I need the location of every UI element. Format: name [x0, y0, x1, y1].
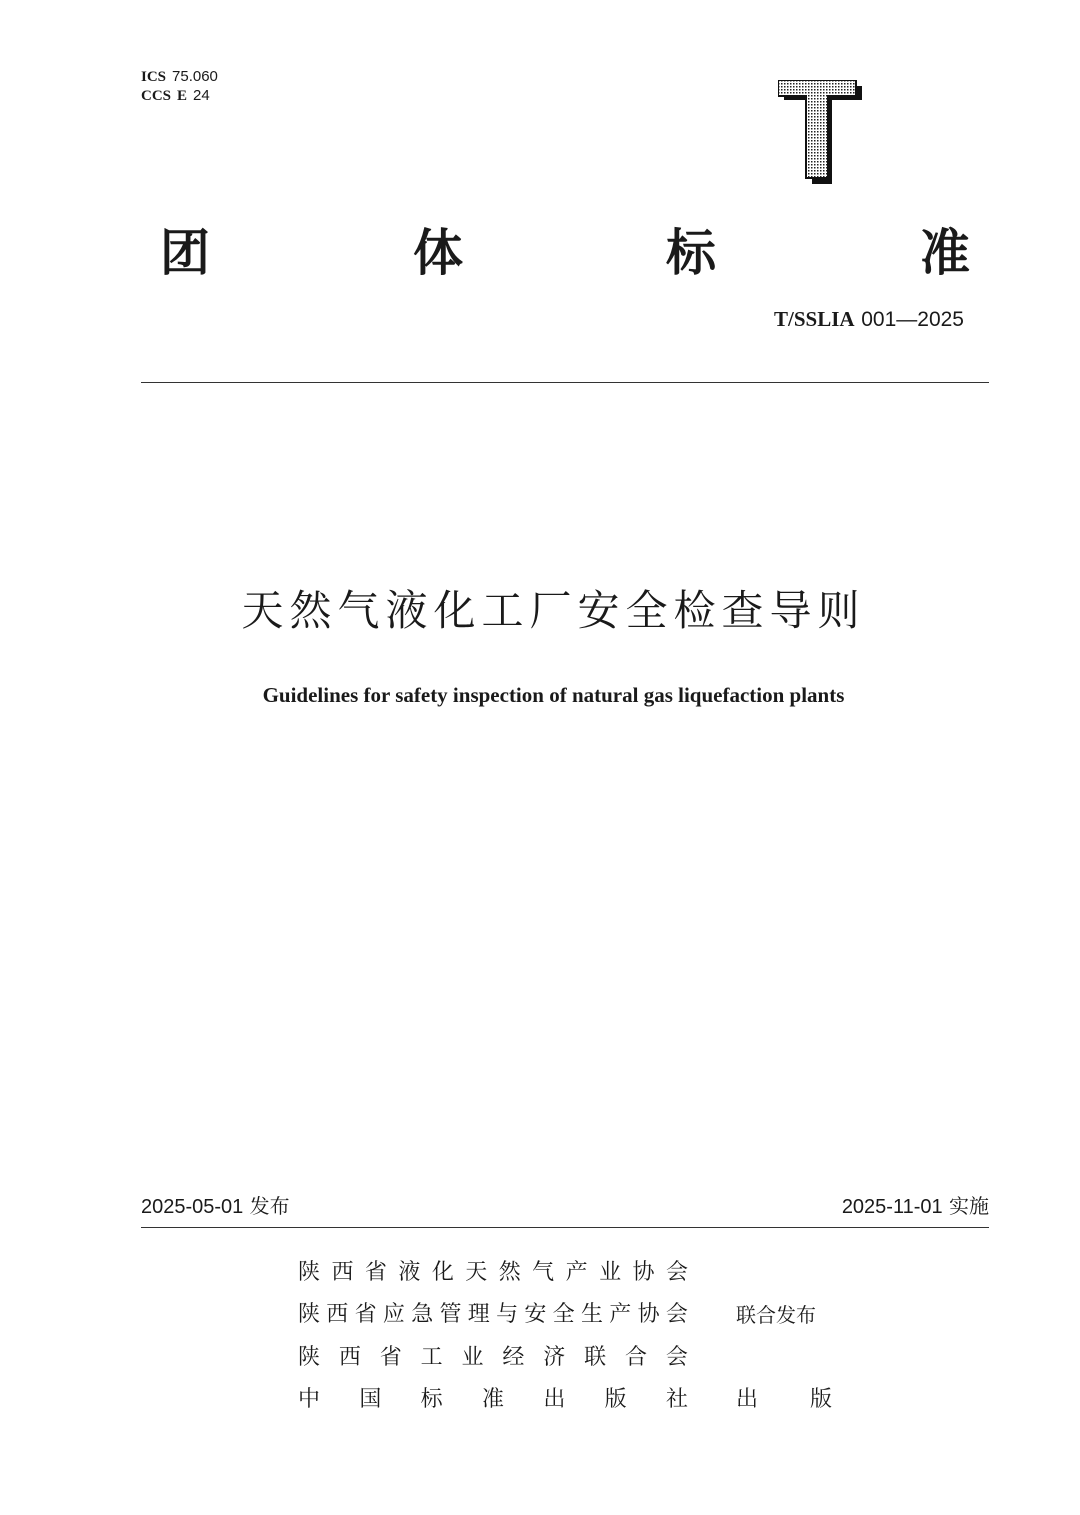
implement-date: 2025-11-01: [841, 1196, 943, 1218]
ccs-value: 24: [193, 87, 210, 104]
heading-char-3: 标: [666, 224, 716, 282]
implement-label: 实施: [949, 1194, 989, 1218]
heading-char-4: 准: [920, 224, 970, 282]
bottom-divider: [141, 1227, 989, 1228]
issuer-3: 陕 西 省 工 业 经 济 联 合 会: [298, 1345, 688, 1370]
standard-number: [774, 306, 964, 333]
press-name: 中 国 标 准 出 版 社: [298, 1387, 688, 1412]
issuer-1: 陕 西 省 液 化 天 然 气 产 业 协 会: [298, 1260, 688, 1285]
standard-number-prefix: T/SSLIA: [774, 307, 855, 331]
ics-code: [141, 67, 218, 87]
standard-t-logo-icon: [778, 80, 862, 184]
issue-date: 2025-05-01: [141, 1196, 244, 1218]
ics-value: 75.060: [172, 68, 218, 85]
title-english: Guidelines for safety inspection of natural gas liquefaction plants: [262, 683, 845, 707]
ccs-letter: E: [177, 88, 188, 104]
issue-date-line: [141, 1193, 290, 1220]
title-chinese: 天然气液化工厂安全检查导则: [241, 586, 866, 635]
ics-label: ICS: [141, 69, 167, 85]
top-divider: [141, 382, 989, 383]
issuer-2: 陕 西 省 应 急 管 理 与 安 全 生 产 协 会: [298, 1302, 688, 1327]
issue-label: 发布: [249, 1194, 290, 1218]
ccs-label: CCS: [141, 88, 172, 104]
standard-number-value: 001—2025: [861, 308, 964, 331]
press-label: 出 版: [736, 1387, 832, 1412]
ccs-code: [141, 86, 210, 106]
heading-char-1: 团: [160, 224, 210, 282]
joint-issue-label: 联合发布: [736, 1303, 816, 1327]
implement-date-line: [842, 1193, 989, 1220]
heading-char-2: 体: [413, 224, 463, 282]
